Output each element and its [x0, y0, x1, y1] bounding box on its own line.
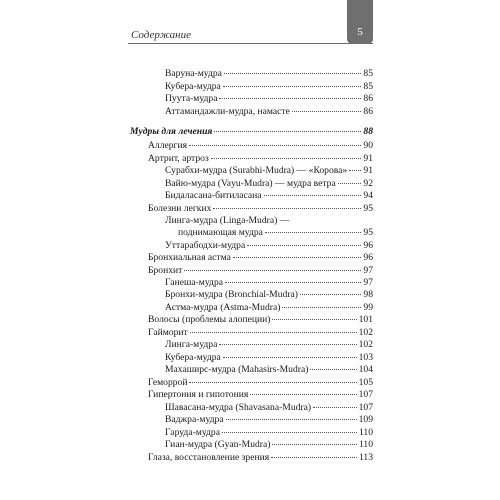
- toc-entry-title: Бронхи-мудра (Bronchial-Mudra): [165, 289, 298, 300]
- toc-entry-title: Аттамандажли-мудра, намасте: [165, 106, 290, 117]
- toc-entry-page: 91: [363, 153, 373, 164]
- toc-entry: [165, 240, 373, 252]
- toc-entry: [165, 106, 373, 118]
- toc-entry-page: 102: [358, 339, 373, 350]
- toc-entry-title: Шавасана-мудра (Shavasana-Mudra): [165, 402, 312, 413]
- toc-entry: [165, 178, 373, 190]
- toc-entry-title: Артрит, артроз: [148, 153, 209, 164]
- toc-entry: [148, 265, 373, 277]
- toc-entry-page: 90: [363, 140, 373, 151]
- toc-entry-page: 99: [363, 302, 373, 313]
- toc-entry-title: Варуна-мудра: [165, 68, 222, 79]
- toc-entry-page: 92: [363, 178, 373, 189]
- toc-entry-title: Мудры для лечения: [130, 126, 213, 137]
- toc-entry: [148, 252, 373, 264]
- toc-entry-title: Болезни легких: [148, 203, 212, 214]
- toc-entry-page: 110: [358, 427, 373, 438]
- toc-entry-title: Ганеша-мудра: [165, 277, 223, 288]
- toc-entry-title: Астма-мудра (Astma-Mudra): [165, 302, 281, 313]
- toc-entry-title: Линга-мудра: [165, 339, 218, 350]
- toc-entry: [165, 190, 373, 202]
- toc-entry-title: Гаруда-мудра: [165, 427, 220, 438]
- toc-entry-page: 107: [358, 402, 373, 413]
- toc-entry-page: 107: [358, 389, 373, 400]
- toc-entry-title: Кубера-мудра: [165, 81, 221, 92]
- toc-entry: [165, 165, 373, 177]
- toc-entry-title: Сурабхи-мудра (Surabhi-Mudra) — «Корова»: [165, 165, 348, 176]
- toc-entry: [165, 289, 373, 301]
- toc-entry-page: 104: [358, 364, 373, 375]
- toc-entry: [165, 277, 373, 289]
- toc-entry: [165, 339, 373, 351]
- toc-entry-page: 85: [363, 68, 373, 79]
- page-number: 5: [357, 26, 363, 38]
- toc-entry-page: 97: [363, 277, 373, 288]
- toc-entry-title: Гиан-мудра (Gyan-Mudra): [165, 439, 271, 450]
- toc-entry: [165, 439, 373, 451]
- toc-entry-page: 97: [363, 265, 373, 276]
- toc-entry-title: Гипертония и гипотония: [148, 389, 249, 400]
- toc-entry-title: Волосы (проблемы алопеции): [148, 314, 271, 325]
- toc-entry-page: 95: [363, 203, 373, 214]
- toc-entry-page: 85: [363, 81, 373, 92]
- toc-entry: [148, 203, 373, 215]
- toc-entry-page: 94: [363, 190, 373, 201]
- toc-entry: [165, 352, 373, 364]
- toc-entry-title: Уттарабодхи-мудра: [165, 240, 246, 251]
- toc-entry-title: Кубера-мудра: [165, 352, 221, 363]
- toc-entry: [165, 427, 373, 439]
- toc-entry-page: 95: [363, 227, 373, 238]
- toc-section-heading: [130, 126, 373, 138]
- toc-entry: [165, 93, 373, 105]
- toc-entry-title: Ваджра-мудра: [165, 414, 224, 425]
- toc-entry-title-line1: Линга-мудра (Linga-Mudra) —: [165, 215, 290, 226]
- toc-entry: [148, 153, 373, 165]
- toc-entry: [148, 452, 373, 464]
- toc-entry: [165, 414, 373, 426]
- toc-entry-title: Махаширс-мудра (Mahasirs-Mudra): [165, 364, 309, 375]
- toc-entry-title: Бидаласана-битиласана: [165, 190, 262, 201]
- toc-entry: [148, 140, 373, 152]
- toc-entry: [165, 68, 373, 80]
- toc-entry-page: 102: [358, 327, 373, 338]
- toc-entry-page: 105: [358, 377, 373, 388]
- toc-entry: [148, 377, 373, 389]
- toc-entry-page: 96: [363, 252, 373, 263]
- toc-entry-page: 98: [363, 289, 373, 300]
- toc-entry: [148, 327, 373, 339]
- toc-entry-title: Геморрой: [148, 377, 188, 388]
- toc-entry-page: 86: [363, 106, 373, 117]
- toc-entry: [178, 227, 373, 239]
- toc-entry-page: 110: [358, 439, 373, 450]
- toc-entry: [148, 389, 373, 401]
- toc-entry-title: Бронхиальная астма: [148, 252, 231, 263]
- toc-entry: [165, 302, 373, 314]
- toc-entry-title: Гайморит: [148, 327, 188, 338]
- toc-entry: [165, 364, 373, 376]
- header-title: Содержание: [131, 29, 192, 41]
- toc-entry-title-line2: поднимающая мудра: [178, 227, 263, 238]
- toc-entry-title: Аллергия: [148, 140, 188, 151]
- toc-entry-title: Глаза, восстановление зрения: [148, 452, 270, 463]
- toc-entry-page: 91: [363, 165, 373, 176]
- toc-entry-title: Бронхит: [148, 265, 183, 276]
- toc-entry-title: Вайю-мудра (Vayu-Mudra) — мудра ветра: [165, 178, 336, 189]
- toc-entry: [165, 81, 373, 93]
- toc-entry-page: 103: [358, 352, 373, 363]
- toc-entry: [165, 402, 373, 414]
- toc-entry: [148, 314, 373, 326]
- toc-entry-page: 113: [358, 452, 373, 463]
- toc-entry-page: 101: [358, 314, 373, 325]
- toc-entry-page: 109: [358, 414, 373, 425]
- toc-entry-title: Пуута-мудра: [165, 93, 218, 104]
- toc-entry-page: 88: [363, 126, 373, 137]
- toc-entry-page: 86: [363, 93, 373, 104]
- toc-entry-page: 96: [363, 240, 373, 251]
